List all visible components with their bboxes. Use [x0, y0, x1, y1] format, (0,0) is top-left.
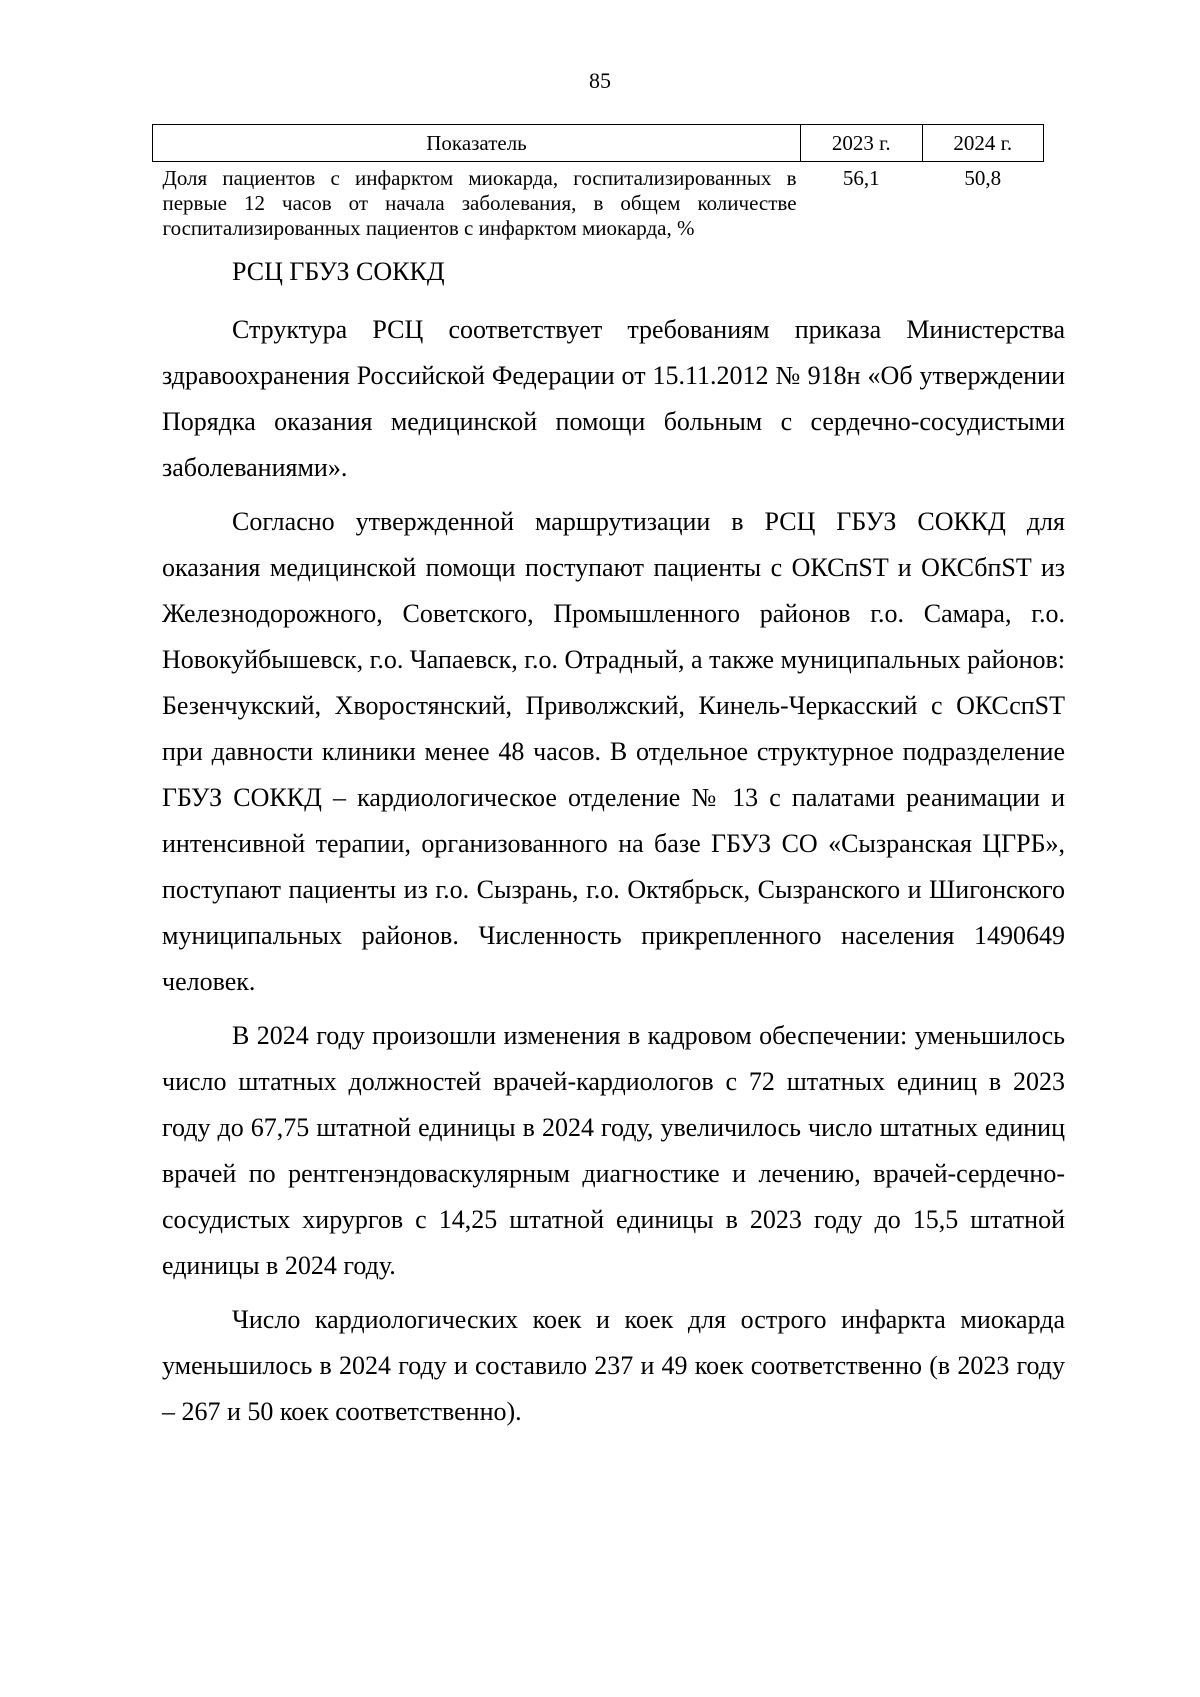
paragraph-routing: Согласно утвержденной маршрутизации в РСЦ ГБУЗ СОККД для оказания медицинской помощи поступают пациенты с ОКСпST и ОКСбпST из Железнодорожного, Советского, Промышленного районов г.о. Самара, г.о. Новокуйбышевск, г.о. Чапаевск, г.о. Отрадный, а также муниципальных районов: Безенчукский, Хворостянский, Приволжский, Кинель-Черкасский с ОКСспST при давности клиники менее 48 часов. В отдельное структурное подразделение ГБУЗ СОККД – кардиологическое отделение № 13 с палатами реанимации и интенсивной терапии, организованного на базе ГБУЗ СО «Сызранская ЦГРБ», поступают пациенты из г.о. Сызрань, г.о. Октябрьск, Сызранского и Шигонского муниципальных районов. Численность прикрепленного населения 1490649 человек.: [162, 507, 1065, 996]
table-cell-2024: 50,8: [964, 166, 1002, 190]
column-header-2023: 2023 г.: [801, 125, 922, 162]
table-cell-indicator: Доля пациентов с инфарктом миокарда, госпитализированных в первые 12 часов от начала заболевания, в общем количестве госпитализированных пациентов с инфарктом миокарда, %: [162, 166, 797, 240]
column-header-2024: 2024 г.: [922, 125, 1043, 162]
table-cell-2023: 56,1: [842, 166, 880, 190]
section-heading: РСЦ ГБУЗ СОККД: [232, 257, 445, 286]
paragraph-beds: Число кардиологических коек и коек для острого инфаркта миокарда уменьшилось в 2024 году и составило 237 и 49 коек соответственно (в 2023 году – 267 и 50 коек соответственно).: [162, 1305, 1065, 1426]
paragraph-staffing: В 2024 году произошли изменения в кадровом обеспечении: уменьшилось число штатных должностей врачей-кардиологов с 72 штатных единиц в 2023 году до 67,75 штатной единицы в 2024 году, увеличилось число штатных единиц врачей по рентгенэндоваскулярным диагностике и лечению, врачей-сердечно-сосудистых хирургов с 14,25 штатной единицы в 2023 году до 15,5 штатной единицы в 2024 году.: [162, 1021, 1065, 1280]
paragraph-structure: Структура РСЦ соответствует требованиям приказа Министерства здравоохранения Российской Федерации от 15.11.2012 № 918н «Об утверждении Порядка оказания медицинской помощи больным с сердечно-сосудистыми заболеваниями».: [162, 315, 1065, 482]
column-header-indicator: Показатель: [153, 125, 801, 162]
table-header-row: [153, 125, 1044, 162]
body-text: [162, 307, 1065, 1443]
indicator-table: [152, 124, 1044, 241]
table-row: [153, 162, 1044, 242]
page-number: 85: [589, 68, 611, 93]
